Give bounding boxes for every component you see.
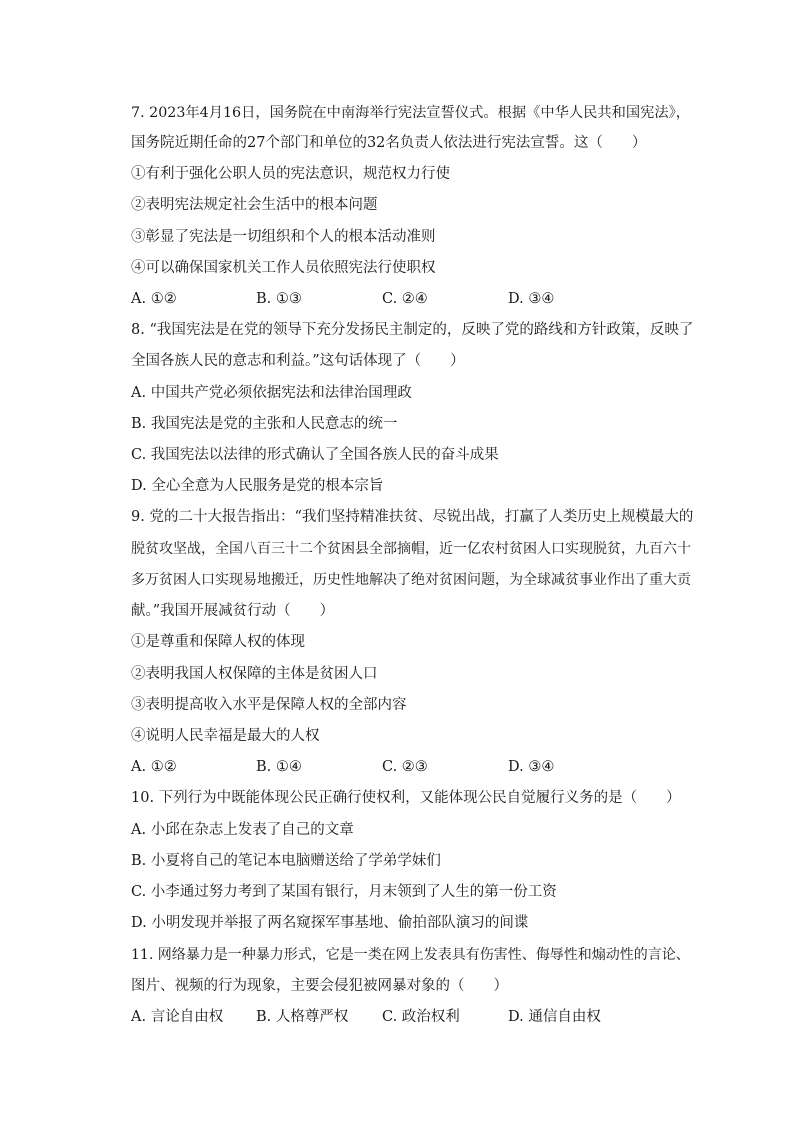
q8-option-d: D. 全心全意为人民服务是党的根本宗旨 — [131, 478, 384, 494]
q9-option-d: D. ③④ — [508, 759, 555, 775]
q10-option-d: D. 小明发现并举报了两名窥探军事基地、偷拍部队演习的间谍 — [131, 915, 529, 931]
q9-option-c: C. ②③ — [382, 759, 428, 775]
q11-option-a: A. 言论自由权 — [131, 1009, 224, 1025]
q11-option-c: C. 政治权利 — [382, 1009, 460, 1025]
q11-stem-line-2: 图片、视频的行为现象，主要会侵犯被网暴对象的（ ） — [131, 978, 508, 994]
q10-option-b: B. 小夏将自己的笔记本电脑赠送给了学弟学妹们 — [131, 853, 441, 869]
q9-item-2: ②表明我国人权保障的主体是贫困人口 — [131, 666, 378, 682]
q7-item-3: ③彰显了宪法是一切组织和个人的根本活动准则 — [131, 229, 436, 245]
q9-option-a: A. ①② — [131, 759, 177, 775]
q8-option-a: A. 中国共产党必须依据宪法和法律治国理政 — [131, 385, 412, 401]
q7-option-d: D. ③④ — [508, 291, 555, 307]
q7-stem-line-1: 7. 2023年4月16日，国务院在中南海举行宪法宣誓仪式。根据《中华人民共和国宪法》， — [131, 105, 690, 121]
q7-item-4: ④可以确保国家机关工作人员依照宪法行使职权 — [131, 260, 436, 276]
q11-option-b: B. 人格尊严权 — [256, 1009, 349, 1025]
q9-stem-line-1: 9. 党的二十大报告指出：“我们坚持精准扶贫、尽锐出战，打赢了人类历史上规模最大的 — [131, 509, 694, 525]
q9-item-4: ④说明人民幸福是最大的人权 — [131, 728, 320, 744]
q8-option-b: B. 我国宪法是党的主张和人民意志的统一 — [131, 416, 398, 432]
q10-option-a: A. 小邱在杂志上发表了自己的文章 — [131, 822, 354, 838]
q10-stem-line-1: 10. 下列行为中既能体现公民正确行使权利，又能体现公民自觉履行义务的是（ ） — [131, 790, 681, 806]
q7-option-a: A. ①② — [131, 291, 177, 307]
q8-stem-line-2: 全国各族人民的意志和利益。”这句话体现了（ ） — [131, 353, 465, 369]
q9-stem-line-2: 脱贫攻坚战，全国八百三十二个贫困县全部摘帽，近一亿农村贫困人口实现脱贫，九百六十 — [131, 541, 691, 557]
q7-item-1: ①有利于强化公职人员的宪法意识，规范权力行使 — [131, 166, 450, 182]
q7-stem-line-2: 国务院近期任命的27个部门和单位的32名负责人依法进行宪法宣誓。这（ ） — [131, 135, 647, 151]
q11-option-d: D. 通信自由权 — [508, 1009, 601, 1025]
q10-option-c: C. 小李通过努力考到了某国有银行，月末领到了人生的第一份工资 — [131, 884, 557, 900]
q9-stem-line-3: 多万贫困人口实现易地搬迁，历史性地解决了绝对贫困问题，为全球减贫事业作出了重大贡 — [131, 572, 691, 588]
q9-option-b: B. ①④ — [256, 759, 302, 775]
q9-item-3: ③表明提高收入水平是保障人权的全部内容 — [131, 697, 407, 713]
q9-stem-line-4: 献。”我国开展减贫行动（ ） — [131, 603, 335, 619]
q7-option-c: C. ②④ — [382, 291, 428, 307]
q7-item-2: ②表明宪法规定社会生活中的根本问题 — [131, 197, 378, 213]
q9-item-1: ①是尊重和保障人权的体现 — [131, 634, 305, 650]
q8-stem-line-1: 8. “我国宪法是在党的领导下充分发扬民主制定的，反映了党的路线和方针政策，反映了 — [131, 322, 694, 338]
q8-option-c: C. 我国宪法以法律的形式确认了全国各族人民的奋斗成果 — [131, 447, 499, 463]
q7-option-b: B. ①③ — [256, 291, 302, 307]
q11-stem-line-1: 11. 网络暴力是一种暴力形式，它是一类在网上发表具有伤害性、侮辱性和煽动性的言论、 — [131, 947, 690, 963]
